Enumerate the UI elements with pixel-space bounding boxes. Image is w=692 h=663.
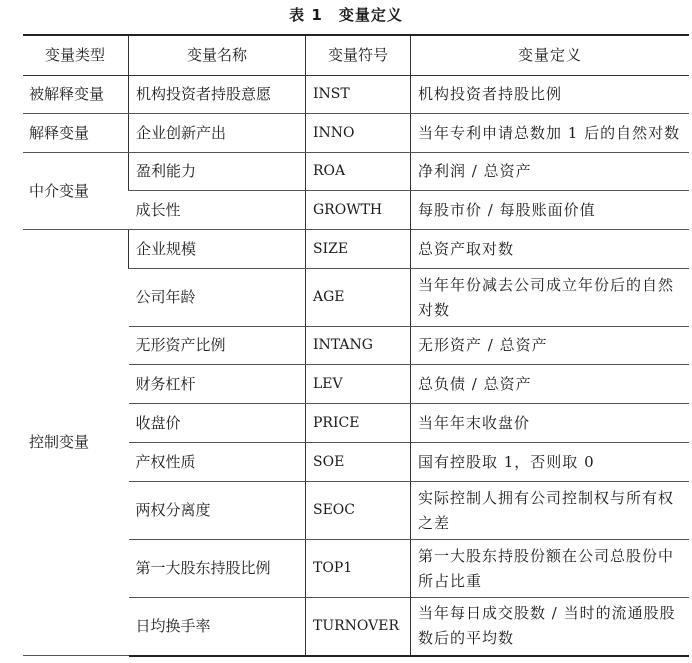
definition-cell: 总负债 / 总资产 xyxy=(411,365,690,404)
definition-cell: 当年年末收盘价 xyxy=(411,404,690,443)
table-caption: 表 1 变量定义 xyxy=(289,6,403,24)
table-row xyxy=(23,230,689,269)
symbol-cell: GROWTH xyxy=(306,191,411,230)
symbol-cell: INTANG xyxy=(306,327,411,365)
name-cell: 机构投资者持股意愿 xyxy=(129,76,306,114)
definition-cell: 当年专利申请总数加 1 后的自然对数 xyxy=(411,114,690,153)
header-variable-type: 变量类型 xyxy=(23,35,129,76)
symbol-cell: INST xyxy=(306,76,411,114)
definition-cell: 净利润 / 总资产 xyxy=(411,153,690,191)
symbol-cell: TURNOVER xyxy=(306,598,411,656)
name-cell: 日均换手率 xyxy=(129,598,306,656)
type-cell: 被解释变量 xyxy=(23,76,129,114)
name-cell: 公司年龄 xyxy=(129,269,306,327)
name-cell: 收盘价 xyxy=(129,404,306,443)
definition-cell: 当年每日成交股数 / 当时的流通股股数后的平均数 xyxy=(411,598,690,656)
name-cell: 产权性质 xyxy=(129,443,306,482)
symbol-cell: SOE xyxy=(306,443,411,482)
definition-cell: 国有控股取 1，否则取 0 xyxy=(411,443,690,482)
symbol-cell: AGE xyxy=(306,269,411,327)
header-row xyxy=(23,35,689,76)
type-cell: 中介变量 xyxy=(23,153,129,230)
name-cell: 两权分离度 xyxy=(129,482,306,540)
name-cell: 无形资产比例 xyxy=(129,327,306,365)
symbol-cell: INNO xyxy=(306,114,411,153)
name-cell: 第一大股东持股比例 xyxy=(129,540,306,598)
definition-cell: 无形资产 / 总资产 xyxy=(411,327,690,365)
definition-cell: 每股市价 / 每股账面价值 xyxy=(411,191,690,230)
name-cell: 企业规模 xyxy=(129,230,306,269)
definition-cell: 总资产取对数 xyxy=(411,230,690,269)
table-row xyxy=(23,76,689,114)
symbol-cell: LEV xyxy=(306,365,411,404)
table-row xyxy=(23,114,689,153)
definition-cell: 当年年份减去公司成立年份后的自然对数 xyxy=(411,269,690,327)
symbol-cell: PRICE xyxy=(306,404,411,443)
name-cell: 财务杠杆 xyxy=(129,365,306,404)
definition-cell: 机构投资者持股比例 xyxy=(411,76,690,114)
symbol-cell: TOP1 xyxy=(306,540,411,598)
name-cell: 盈利能力 xyxy=(129,153,306,191)
symbol-cell: SIZE xyxy=(306,230,411,269)
definition-cell: 实际控制人拥有公司控制权与所有权之差 xyxy=(411,482,690,540)
name-cell: 企业创新产出 xyxy=(129,114,306,153)
symbol-cell: SEOC xyxy=(306,482,411,540)
header-variable-definition: 变量定义 xyxy=(411,35,690,76)
header-variable-name: 变量名称 xyxy=(129,35,306,76)
type-cell: 控制变量 xyxy=(23,230,129,656)
table-row xyxy=(23,153,689,191)
definition-cell: 第一大股东持股份额在公司总股份中所占比重 xyxy=(411,540,690,598)
type-cell: 解释变量 xyxy=(23,114,129,153)
name-cell: 成长性 xyxy=(129,191,306,230)
symbol-cell: ROA xyxy=(306,153,411,191)
header-variable-symbol: 变量符号 xyxy=(306,35,411,76)
variable-definition-table xyxy=(23,34,689,657)
